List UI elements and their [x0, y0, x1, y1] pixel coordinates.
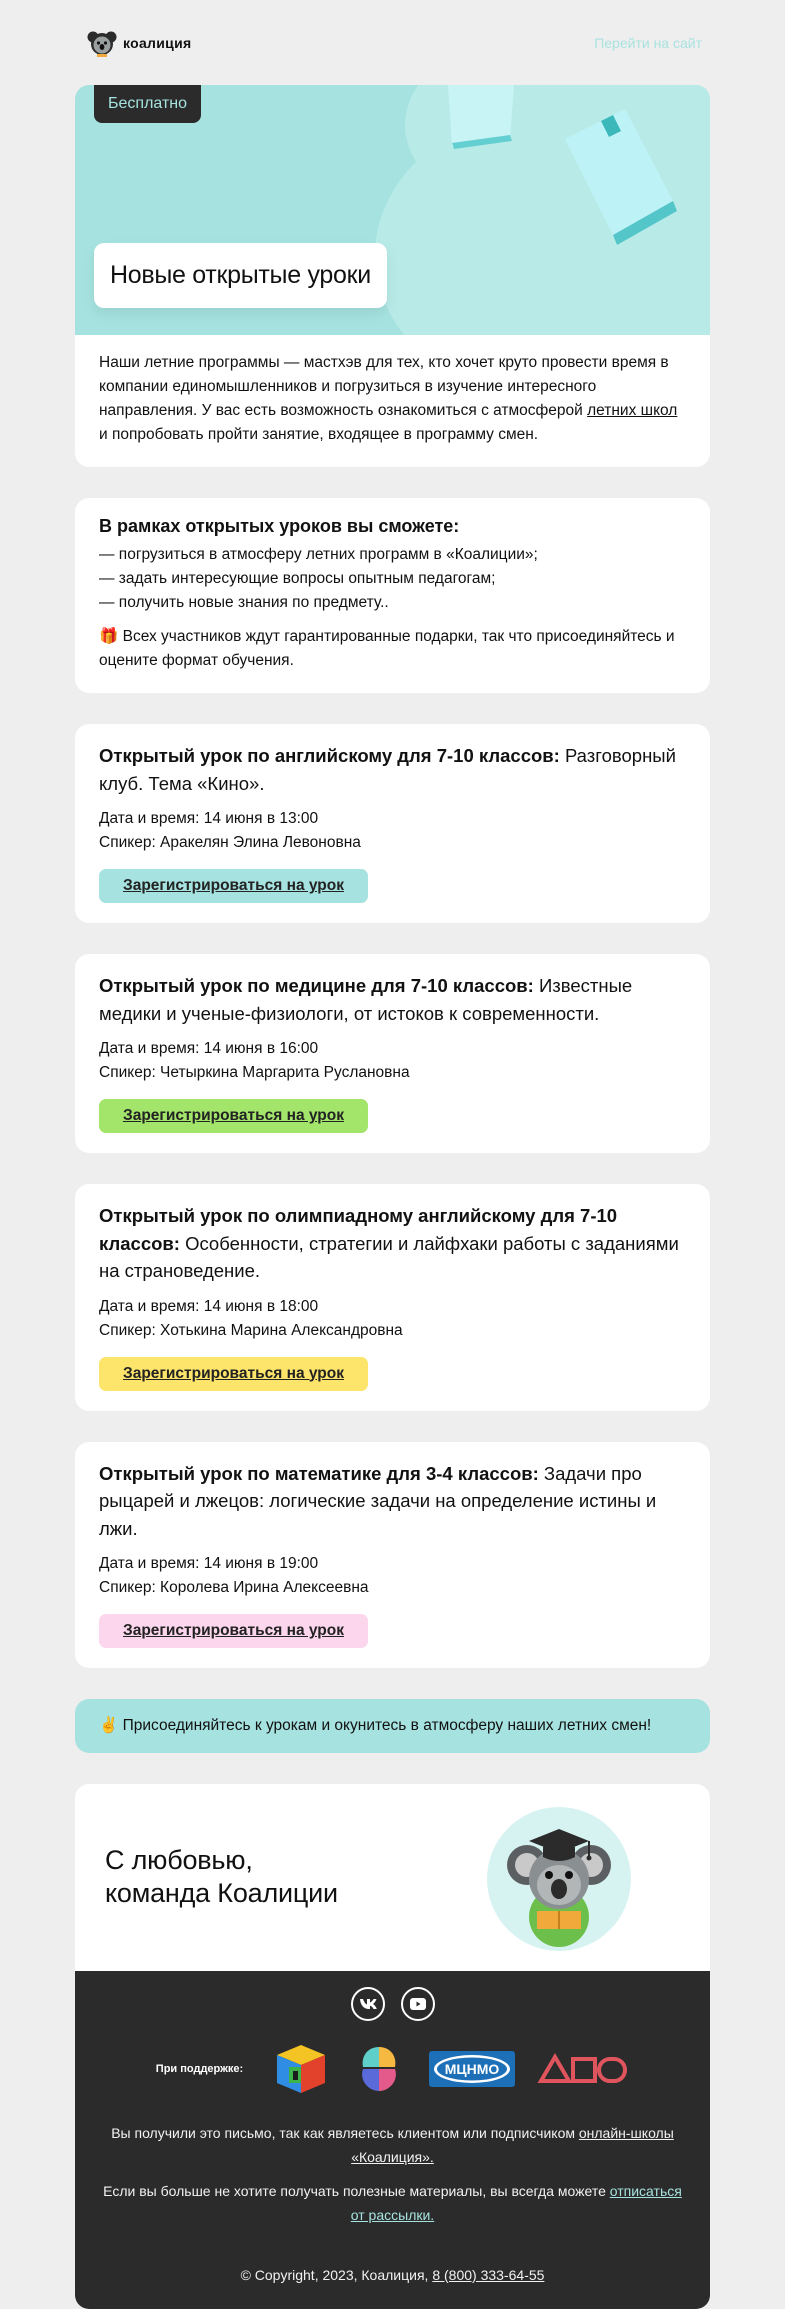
lesson-datetime: Дата и время: 14 июня в 16:00 — [99, 1040, 319, 1057]
phone-link[interactable]: 8 (800) 333-64-55 — [432, 2267, 545, 2283]
lesson-title — [99, 742, 686, 797]
gift-note — [99, 625, 686, 673]
hero-title-box — [94, 243, 387, 308]
book-illustration-icon — [440, 85, 520, 155]
logo-text: коалиция — [123, 34, 192, 51]
lesson-meta — [99, 1037, 686, 1085]
koala-logo-icon — [87, 28, 117, 58]
register-button[interactable]: Зарегистрироваться на урок — [99, 1614, 368, 1648]
lesson-meta — [99, 1552, 686, 1600]
subscription-notice — [99, 2121, 686, 2169]
lesson-title-bold: Открытый урок по медицине для 7-10 классов: — [99, 975, 534, 996]
benefit-item: — погрузиться в атмосферу летних программ в «Коалиции»; — [99, 546, 538, 563]
vk-icon[interactable] — [351, 1987, 385, 2021]
lesson-datetime: Дата и время: 14 июня в 13:00 — [99, 810, 319, 827]
benefits-heading: В рамках открытых уроков вы сможете: — [99, 516, 460, 536]
intro-text: Наши летние программы — мастхэв для тех, кто хочет круто провести время в компании единомышленников и погрузиться в изучение интересного направления. У вас есть возможность ознакомиться с атмосферой — [99, 354, 669, 419]
lesson-title — [99, 1460, 686, 1543]
lesson-datetime: Дата и время: 14 июня в 19:00 — [99, 1555, 319, 1572]
unsubscribe-text: Если вы больше не хотите получать полезные материалы, вы всегда можете — [103, 2183, 610, 2199]
banner-text: Присоединяйтесь к урокам и окунитесь в атмосферу наших летних смен! — [118, 1717, 652, 1734]
lesson-speaker: Спикер: Королева Ирина Алексеевна — [99, 1579, 369, 1596]
email-header — [75, 0, 710, 85]
join-banner — [75, 1699, 710, 1753]
notice-text: Вы получили это письмо, так как являетесь клиентом или подписчиком — [111, 2125, 579, 2141]
signoff-card — [75, 1784, 710, 1971]
partner-petals-logo-icon — [351, 2043, 407, 2095]
youtube-glyph — [410, 1998, 426, 2010]
partner-mccme-logo-icon — [429, 2051, 515, 2087]
lesson-topic: Задачи про рыцарей и лжецов: логические задачи на определение истины и лжи. — [99, 1462, 657, 1539]
gift-text: Всех участников ждут гарантированные подарки, так что присоединяйтесь и оцените формат обучения. — [99, 628, 675, 669]
lesson-title — [99, 972, 686, 1027]
lesson-topic: Известные медики и ученые-физиологи, от истоков к современности. — [99, 975, 633, 1024]
signoff-line: команда Коалиции — [105, 1878, 338, 1908]
benefits-card — [75, 498, 710, 693]
benefit-item: — задать интересующие вопросы опытным педагогам; — [99, 570, 496, 587]
vk-glyph — [359, 1998, 377, 2010]
register-button[interactable]: Зарегистрироваться на урок — [99, 1099, 368, 1133]
lesson-topic: Особенности, стратегии и лайфхаки работы с заданиями на страноведение. — [99, 1232, 679, 1281]
hero-title: Новые открытые уроки — [110, 261, 371, 289]
benefit-item: — получить новые знания по предмету.. — [99, 594, 389, 611]
lesson-speaker: Спикер: Четыркина Маргарита Руслановна — [99, 1064, 410, 1081]
email-container — [75, 0, 710, 2309]
logo[interactable] — [87, 28, 191, 58]
register-button[interactable]: Зарегистрироваться на урок — [99, 869, 368, 903]
unsubscribe-notice — [99, 2179, 686, 2227]
support-partners — [99, 2043, 686, 2095]
partner-dpo-logo-icon — [537, 2051, 629, 2087]
lesson-title-bold: Открытый урок по математике для 3-4 классов: — [99, 1462, 539, 1484]
copyright-text: © Copyright, 2023, Коалиция, — [240, 2267, 433, 2283]
lesson-speaker: Спикер: Хотькина Марина Александровна — [99, 1321, 403, 1339]
hero-banner — [75, 85, 710, 335]
signoff-line: С любовью, — [105, 1845, 253, 1875]
koala-graduate-icon — [487, 1807, 631, 1951]
copyright — [99, 2267, 686, 2283]
lesson-card — [75, 724, 710, 923]
intro-text-end: и попробовать пройти занятие, входящее в программу смен. — [99, 426, 539, 443]
gift-icon: 🎁 — [99, 628, 119, 645]
social-links — [99, 1987, 686, 2021]
intro-card — [75, 335, 710, 467]
lesson-speaker: Спикер: Аракелян Элина Левоновна — [99, 834, 361, 851]
summer-schools-link[interactable]: летних школ — [587, 402, 678, 419]
signoff-text — [105, 1844, 338, 1910]
book-illustration-icon — [555, 103, 685, 263]
register-button[interactable]: Зарегистрироваться на урок — [99, 1357, 368, 1391]
lesson-topic: Разговорный клуб. Тема «Кино». — [99, 745, 676, 794]
lesson-meta — [99, 807, 686, 855]
lesson-meta — [99, 1295, 686, 1343]
lesson-title — [99, 1202, 686, 1285]
lesson-card — [75, 954, 710, 1153]
lesson-card — [75, 1442, 710, 1669]
go-to-site-link[interactable]: Перейти на сайт — [594, 34, 702, 51]
lesson-title-bold: Открытый урок по английскому для 7-10 классов: — [99, 745, 560, 766]
online-school-link[interactable]: онлайн-школы «Коалиция». — [351, 2125, 674, 2165]
partner-mccme-text: МЦНМО — [444, 2061, 500, 2077]
koala-mascot-background — [487, 1807, 631, 1951]
youtube-icon[interactable] — [401, 1987, 435, 2021]
lesson-title-bold: Открытый урок по олимпиадному английскому для 7-10 классов: — [99, 1205, 618, 1254]
lesson-datetime: Дата и время: 14 июня в 18:00 — [99, 1297, 319, 1315]
victory-hand-icon: ✌️ — [99, 1717, 119, 1734]
partner-cube-logo-icon — [273, 2043, 329, 2095]
free-badge: Бесплатно — [94, 85, 201, 123]
partner-dpo-text: ДПО — [582, 2086, 585, 2087]
support-label: При поддержке: — [155, 2063, 244, 2075]
email-footer — [75, 1971, 710, 2309]
unsubscribe-link[interactable]: отписаться от рассылки. — [350, 2183, 682, 2223]
lesson-card — [75, 1184, 710, 1411]
